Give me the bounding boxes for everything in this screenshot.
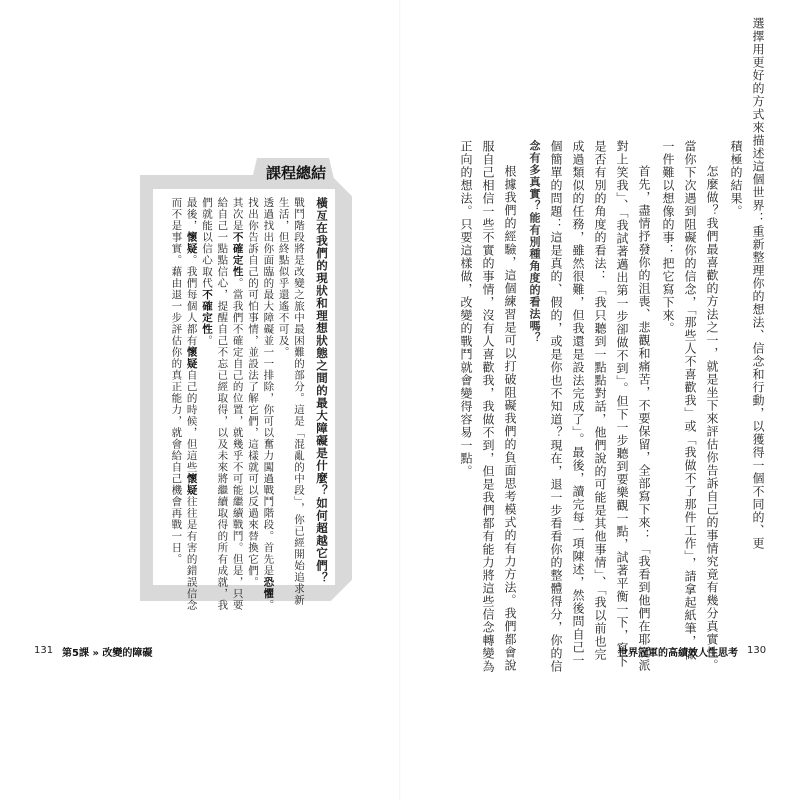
body-column: 念有多真實？能有別種角度的看法嗎？ bbox=[528, 140, 541, 344]
body-column: 積極的結果。 bbox=[729, 140, 743, 218]
summary-question: 橫亙在我們的現狀和理想狀態之間的最大障礙是什麼？如何超越它們？ bbox=[315, 197, 329, 585]
summary-paragraph: 其次是不確定性。當我們不確定自己的位置，就幾乎不可能繼續戰鬥。但是，只要 bbox=[231, 197, 244, 611]
body-column: 是否有別的角度的看法：「我只聽到一點點對話，他們說的可能是其他事情」、「我以前也完 bbox=[593, 140, 607, 661]
page-number-right: 130 bbox=[747, 645, 767, 656]
body-column: 一件難以想像的事：把它寫下來。 bbox=[661, 140, 675, 335]
summary-paragraph: 們就能以信心取代不確定性。 bbox=[201, 197, 213, 347]
summary-paragraph: 找出你告訴自己的可怕事情，並設法了解它們，這樣就可以反過來替換它們。 bbox=[247, 197, 259, 588]
summary-paragraph: 給自己一點點信心，提醒自己不忘已經取得，以及未來將繼續取得的所有成就，我 bbox=[216, 197, 229, 611]
page-number-left: 131 bbox=[34, 645, 54, 656]
body-column: 當你下次遇到阻礙你的信念，「那些人不喜歡我」或「我做不了那件工作」，請拿起紙筆，做 bbox=[683, 140, 697, 661]
right-page bbox=[400, 0, 800, 800]
chapter-title: 改變的障礙 bbox=[102, 648, 153, 659]
running-head-left bbox=[62, 644, 152, 659]
body-column: 個簡單的問題：這是真的、假的，或是你也不知道？現在，退一步看看你的整體得分，你的信 bbox=[549, 140, 563, 673]
body-column: 服自己相信一些不實的事情，沒有人喜歡我，我做不到，但是我們都有能力將這些信念轉變為 bbox=[481, 140, 495, 673]
summary-card-title: 課程總結 bbox=[265, 164, 326, 182]
body-column: 成過類似的任務，雖然很難，但我還是設法完成了」。最後，讀完每一項陳述，然後問自己一 bbox=[571, 140, 585, 667]
summary-paragraph: 最後，懷疑。我們每個人都有懷疑自己的時候，但這些懷疑往往是有害的錯誤信念 bbox=[185, 197, 198, 611]
chevron-right-icon: » bbox=[92, 648, 99, 659]
body-column: 首先，盡情抒發你的沮喪、悲觀和痛苦，不要保留，全部寫下來：「我看到他們在耶誕派 bbox=[637, 165, 651, 672]
body-column: 對上笑我」、「我試著邁出第一步卻做不到」。但下一步聽到要樂觀一點，試著平衡一下，寫下 bbox=[615, 140, 629, 668]
body-column: 根據我們的經驗，這個練習是可以打破阻礙我們的負面思考模式的有力方法。我們都會說 bbox=[503, 165, 517, 672]
summary-paragraph: 戰鬥階段將是改變之旅中最困難的部分。這是「混亂的中段」，你已經開始追求新 bbox=[293, 197, 305, 606]
summary-paragraph: 生活，但終點似乎還遙不可及。 bbox=[277, 197, 290, 358]
body-column: 選擇用更好的方式來描述這個世界：重新整理你的想法、信念和行動，以獲得一個不同的、更 bbox=[751, 17, 765, 550]
summary-paragraph: 透過找出你面臨的最大障礙並一一排除，你可以奮力闖過戰鬥階段。首先是恐懼。 bbox=[262, 197, 275, 611]
body-column: 正向的想法。只要這樣做，改變的戰鬥就會變得容易一點。 bbox=[459, 140, 473, 478]
chapter-label: 第5課 bbox=[62, 648, 89, 659]
running-head-right: 世界冠軍的高績效人生思考 bbox=[618, 648, 738, 659]
summary-paragraph: 而不是事實。藉由退一步評估你的真正能力，就會給自己機會再戰一日。 bbox=[170, 197, 183, 565]
body-column: 怎麼做？我們最喜歡的方法之一，就是坐下來評估你告訴自己的事情究竟有幾分真實性。 bbox=[705, 165, 719, 672]
